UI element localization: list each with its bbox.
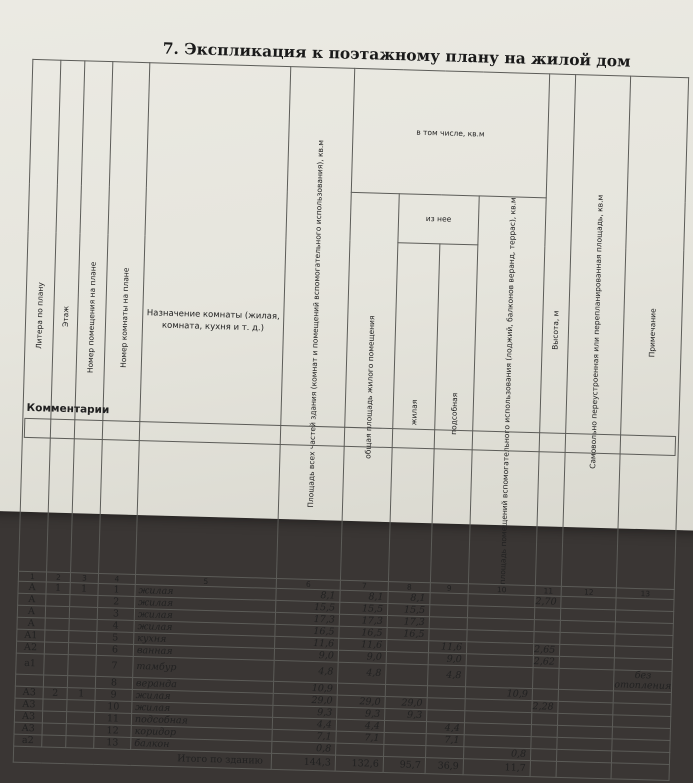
cell-prem bbox=[69, 619, 97, 632]
cell-prem bbox=[70, 595, 98, 608]
cell-name: жилая bbox=[134, 609, 275, 625]
cell-auxp: 0,8 bbox=[464, 747, 531, 761]
cell-area: 8,1 bbox=[276, 589, 340, 603]
cell-living: 8,1 bbox=[388, 592, 430, 605]
cell-common: 17,3 bbox=[339, 614, 387, 627]
cell-prem: 1 bbox=[70, 583, 98, 596]
cell-name: подсобная bbox=[131, 714, 272, 730]
cell-height: 2,62 bbox=[533, 656, 559, 669]
cell-name: ванная bbox=[133, 645, 274, 661]
cell-common: 4,8 bbox=[338, 662, 387, 684]
cell-aux bbox=[429, 629, 467, 642]
cell-height: 2,65 bbox=[533, 644, 559, 657]
cell-common: 7,1 bbox=[336, 731, 384, 744]
cell-aux: 4,8 bbox=[428, 665, 467, 687]
cell-floor bbox=[46, 594, 70, 607]
of-which-header: из нее bbox=[398, 194, 479, 245]
cell-litera: А3 bbox=[15, 686, 43, 699]
cell-aux: 7,1 bbox=[426, 734, 464, 747]
cell-floor bbox=[43, 675, 67, 688]
cell-prem bbox=[69, 607, 97, 620]
cell-area: 0,8 bbox=[272, 742, 336, 756]
cell-room: 13 bbox=[94, 737, 131, 750]
cell-area: 17,3 bbox=[275, 613, 339, 627]
cell-floor bbox=[42, 711, 66, 724]
cell-prem bbox=[68, 643, 96, 656]
cell-floor bbox=[44, 654, 69, 676]
cell-auxp: 10,9 bbox=[465, 687, 532, 701]
cell-prem bbox=[67, 700, 95, 713]
cell-litera: А3 bbox=[15, 698, 43, 711]
cell-name: тамбур bbox=[133, 657, 275, 682]
cell-area: 16,5 bbox=[275, 625, 339, 639]
cell-living: 17,3 bbox=[387, 616, 429, 629]
cell-room: 6 bbox=[96, 644, 133, 657]
cell-floor: 2 bbox=[43, 687, 67, 700]
cell-common: 9,0 bbox=[338, 650, 386, 663]
cell-area: 9,3 bbox=[273, 706, 337, 720]
cell-litera bbox=[15, 674, 43, 687]
cell-prem bbox=[67, 676, 95, 689]
cell-floor bbox=[43, 699, 67, 712]
cell-common: 11,6 bbox=[338, 638, 386, 651]
cell-area: 11,6 bbox=[275, 637, 339, 651]
cell-name: жилая bbox=[135, 585, 276, 601]
cell-floor bbox=[45, 618, 69, 631]
cell-name: кухня bbox=[134, 633, 275, 649]
column-numbers-row: 1 2 3 4 5 6 7 8 9 10 11 12 13 bbox=[18, 571, 674, 599]
cell-room: 4 bbox=[97, 620, 134, 633]
cell-common: 8,1 bbox=[340, 590, 388, 603]
cell-prem bbox=[66, 724, 94, 737]
cell-height: 2,70 bbox=[535, 596, 561, 609]
cell-height bbox=[534, 620, 560, 633]
cell-note: без отопления bbox=[614, 670, 672, 693]
cell-height bbox=[531, 713, 557, 726]
cell-aux bbox=[427, 686, 465, 699]
cell-room: 11 bbox=[94, 713, 131, 726]
cell-living: 15,5 bbox=[387, 604, 429, 617]
cell-litera: А bbox=[17, 605, 45, 618]
cell-area: 4,4 bbox=[272, 718, 336, 732]
cell-aux bbox=[429, 605, 467, 618]
cell-area: 10,9 bbox=[273, 682, 337, 696]
cell-height: 2,28 bbox=[532, 701, 558, 714]
cell-name: жилая bbox=[134, 621, 275, 637]
col-aux-header: подсобная bbox=[430, 243, 477, 584]
cell-prem bbox=[66, 712, 94, 725]
cell-area: 29,0 bbox=[273, 694, 337, 708]
cell-auxp bbox=[466, 666, 534, 689]
col-aux-premises-header: площадь помещений вспомогательного использования (лоджий, балконов веранд, террас), кв.м bbox=[468, 196, 546, 586]
col-height-header: Высота, м bbox=[535, 74, 575, 587]
cell-room: 7 bbox=[96, 656, 134, 678]
cell-living: 16,5 bbox=[387, 628, 429, 641]
cell-area: 7,1 bbox=[272, 730, 336, 744]
total-aux-premises: 11,7 bbox=[463, 759, 530, 777]
cell-height bbox=[531, 725, 557, 738]
cell-room: 1 bbox=[98, 584, 135, 597]
cell-name: жилая bbox=[135, 597, 276, 613]
cell-common: 29,0 bbox=[337, 695, 385, 708]
cell-height bbox=[530, 749, 556, 762]
cell-name: коридор bbox=[131, 726, 272, 742]
cell-aux: 11,6 bbox=[428, 641, 466, 654]
cell-floor bbox=[45, 630, 69, 643]
total-label: Итого по зданию bbox=[13, 746, 271, 769]
cell-litera: А bbox=[18, 593, 46, 606]
cell-height bbox=[531, 737, 557, 750]
cell-floor: 1 bbox=[46, 582, 70, 595]
cell-litera: А bbox=[18, 581, 46, 594]
cell-litera: А1 bbox=[17, 629, 45, 642]
col-premise-header: Номер помещения на плане bbox=[71, 61, 113, 574]
cell-aux bbox=[430, 593, 468, 606]
cell-height bbox=[534, 632, 560, 645]
cell-height bbox=[534, 608, 560, 621]
header-row bbox=[29, 59, 688, 201]
cell-litera: а2 bbox=[14, 734, 42, 747]
total-area: 144,3 bbox=[271, 754, 335, 772]
cell-area: 9,0 bbox=[274, 649, 338, 663]
col-common-header: общая площадь жилого помещения bbox=[340, 192, 399, 581]
cell-common: 15,5 bbox=[339, 602, 387, 615]
cell-room: 3 bbox=[97, 608, 134, 621]
cell-aux bbox=[426, 746, 464, 759]
cell-prem bbox=[66, 736, 94, 749]
col-self-built-header: Самовольно переустроенная или перепланированная площадь, кв.м bbox=[562, 75, 631, 589]
total-aux: 36,9 bbox=[425, 758, 463, 775]
cell-aux: 9,0 bbox=[428, 653, 466, 666]
cell-aux: 4,4 bbox=[426, 722, 464, 735]
cell-room: 2 bbox=[98, 596, 135, 609]
cell-common: 9,3 bbox=[337, 707, 385, 720]
cell-area: 4,8 bbox=[274, 661, 339, 684]
cell-aux bbox=[427, 698, 465, 711]
cell-height bbox=[532, 668, 559, 690]
col-room-header: Номер комнаты на плане bbox=[99, 62, 150, 575]
cell-area: 15,5 bbox=[276, 601, 340, 615]
total-living: 95,7 bbox=[383, 757, 425, 774]
cell-name: веранда bbox=[132, 678, 273, 694]
cell-name: жилая bbox=[132, 702, 273, 718]
col-living-header: жилая bbox=[388, 242, 439, 583]
cell-self bbox=[559, 669, 615, 692]
cell-common: 16,5 bbox=[339, 626, 387, 639]
cell-litera: А2 bbox=[16, 641, 44, 654]
cell-name: жилая bbox=[132, 690, 273, 706]
cell-floor bbox=[45, 606, 69, 619]
cell-litera: А3 bbox=[14, 710, 42, 723]
col-floor-header: Этаж bbox=[47, 60, 85, 573]
cell-litera: А bbox=[17, 617, 45, 630]
cell-living: 9,3 bbox=[385, 709, 427, 722]
cell-living: 29,0 bbox=[385, 697, 427, 710]
page-title: 7. Экспликация к поэтажному плану на жилой дом bbox=[162, 38, 631, 71]
cell-aux bbox=[427, 710, 465, 723]
col-area-header: Площадь всех частей здания (комнат и помещений вспомогательного использования), кв.м bbox=[276, 67, 354, 581]
cell-floor bbox=[44, 642, 68, 655]
comments-label: Комментарии bbox=[26, 401, 110, 417]
cell-prem bbox=[68, 655, 97, 677]
cell-name: балкон bbox=[131, 738, 272, 754]
cell-common: 4,4 bbox=[336, 719, 384, 732]
cell-room: 10 bbox=[95, 701, 132, 714]
cell-aux bbox=[429, 617, 467, 630]
cell-litera: а1 bbox=[16, 653, 45, 675]
cell-floor bbox=[42, 735, 66, 748]
col-litera-header: Литера по плану bbox=[19, 59, 61, 572]
total-common: 132,6 bbox=[335, 755, 383, 772]
cell-prem: 1 bbox=[67, 688, 95, 701]
cell-room: 9 bbox=[95, 689, 132, 702]
cell-prem bbox=[69, 631, 97, 644]
cell-room: 5 bbox=[97, 632, 134, 645]
cell-room: 12 bbox=[94, 725, 131, 738]
col-note-header: Примечание bbox=[616, 76, 688, 590]
cell-height bbox=[532, 689, 558, 702]
cell-living bbox=[386, 664, 429, 686]
cell-litera: А3 bbox=[14, 722, 42, 735]
cell-room: 8 bbox=[95, 677, 132, 690]
incl-header: в том числе, кв.м bbox=[351, 68, 549, 197]
col-purpose-header: Назначение комнаты (жилая, комната, кухня и т. д.) bbox=[136, 63, 291, 579]
cell-floor bbox=[42, 723, 66, 736]
